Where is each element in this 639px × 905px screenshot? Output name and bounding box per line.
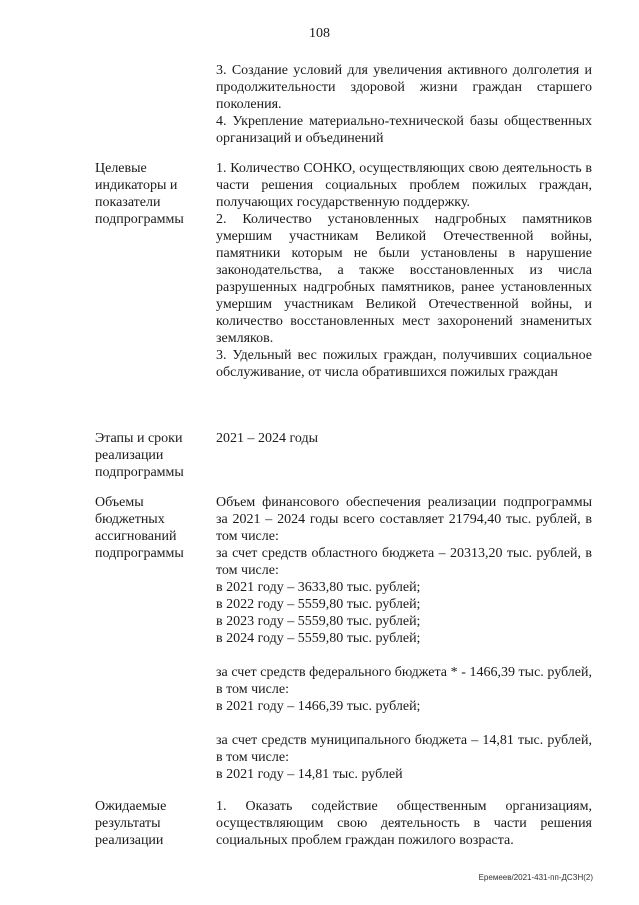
section-label: Ожидаемые результаты реализации [95,799,167,848]
section-label: Объемы бюджетных ассигнований подпрограммы [95,495,184,561]
paragraph: 3. Создание условий для увеличения активного долголетия и продолжительности здоровой жизни граждан старшего поколения. [216,63,592,112]
paragraph: Объем финансового обеспечения реализации подпрограммы за 2021 – 2024 годы всего составляет 21794,40 тыс. рублей, в том числе: [216,495,592,544]
spacer [216,715,592,732]
section-expected-results-content [216,798,592,849]
paragraph: в 2022 году – 5559,80 тыс. рублей; [216,597,421,612]
paragraph: в 2021 году – 14,81 тыс. рублей [216,767,403,782]
spacer [216,647,592,664]
section-stages-content [216,430,592,447]
paragraph: за счет средств федерального бюджета * - 1466,39 тыс. рублей, в том числе: [216,665,592,697]
section-budget-content [216,494,592,783]
paragraph: 2021 – 2024 годы [216,431,319,446]
paragraph: в 2023 году – 5559,80 тыс. рублей; [216,614,421,629]
paragraph: 1. Оказать содействие общественным организациям, осуществляющим свою деятельность в части решения социальных проблем граждан пожилого возраста. [216,799,592,848]
paragraph: за счет средств областного бюджета – 20313,20 тыс. рублей, в том числе: [216,546,592,578]
section-label: Целевые индикаторы и показатели подпрограммы [95,161,184,227]
section-label: Этапы и сроки реализации подпрограммы [95,431,184,480]
paragraph: в 2024 году – 5559,80 тыс. рублей; [216,631,421,646]
document-footer-code: Еремеев/2021-431-пп-ДСЗН(2) [478,873,593,882]
paragraph: 4. Укрепление материально-технической базы общественных организаций и объединений [216,114,592,146]
section-target-indicators-content [216,160,592,381]
paragraph: 3. Удельный вес пожилых граждан, получивших социальное обслуживание, от числа обратившихся пожилых граждан [216,348,592,380]
page-number: 108 [309,26,330,41]
paragraph: за счет средств муниципального бюджета – 14,81 тыс. рублей, в том числе: [216,733,592,765]
paragraph: 2. Количество установленных надгробных памятников умершим участникам Великой Отечественной войны, памятники которым не были установлены в нарушение законодательства, а также восстановленных из числа разрушенных надгробных памятников, ранее установленных умершим участникам Великой Отечественной войны, и количество восстановленных мест захоронений знаменитых земляков. [216,212,592,346]
paragraph: в 2021 году – 3633,80 тыс. рублей; [216,580,421,595]
section-tasks-content [216,62,592,147]
paragraph: 1. Количество СОНКО, осуществляющих свою деятельность в части решения социальных проблем пожилых граждан, получающих государственную поддержку. [216,161,592,210]
paragraph: в 2021 году – 1466,39 тыс. рублей; [216,699,421,714]
